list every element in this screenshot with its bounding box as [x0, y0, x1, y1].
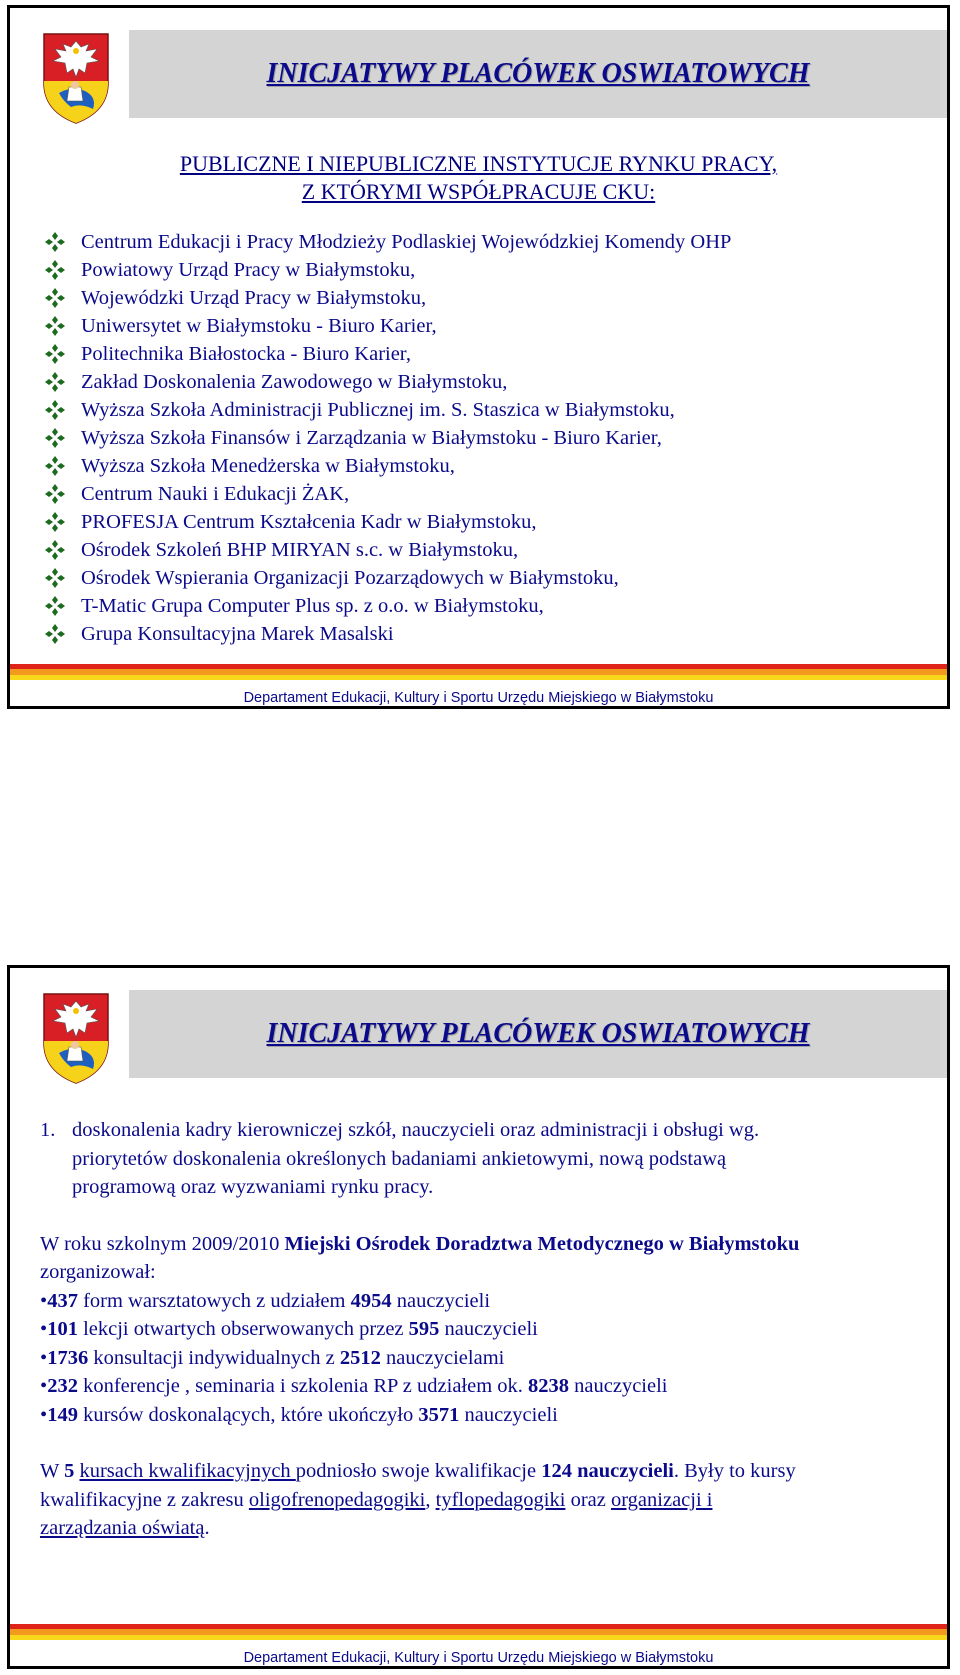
section-heading-line-2: Z KTÓRYMI WSPÓŁPRACUJE CKU: [301, 179, 656, 204]
stat-number: 4954 [350, 1289, 392, 1312]
closing-underlined-text: kursach kwalifikacyjnych [79, 1460, 296, 1482]
stat-number: 8238 [528, 1375, 570, 1397]
list-item-text: Politechnika Białostocka - Biuro Karier, [81, 343, 411, 365]
stat-number: 101 [47, 1318, 78, 1340]
item-text [72, 1116, 759, 1202]
diamond-bullet-icon [44, 259, 66, 281]
closing-underlined-text: zarządzania oświatą [40, 1517, 205, 1539]
list-item-text: Centrum Nauki i Edukacji ŻAK, [81, 483, 350, 505]
diamond-bullet-icon [44, 287, 66, 309]
statistics-list [40, 1287, 927, 1430]
list-item [44, 564, 731, 592]
section-heading [10, 150, 947, 206]
diamond-bullet-icon [44, 539, 66, 561]
closing-text: , [425, 1488, 436, 1511]
list-item [44, 536, 731, 564]
list-item [44, 284, 731, 312]
stat-number: 149 [47, 1403, 78, 1426]
closing-paragraph [40, 1457, 927, 1543]
stat-item: •1736 konsultacji indywidualnych z 2512 nauczycielami [40, 1346, 505, 1369]
list-item-text: Grupa Konsultacyjna Marek Masalski [81, 623, 394, 645]
diamond-bullet-icon [44, 595, 66, 617]
list-item-text: Wojewódzki Urząd Pracy w Białymstoku, [81, 287, 427, 309]
list-item-text: PROFESJA Centrum Kształcenia Kadr w Białymstoku, [81, 511, 537, 533]
list-item-text: Ośrodek Wspierania Organizacji Pozarządowych w Białymstoku, [81, 567, 619, 589]
list-item-text: Wyższa Szkoła Menedżerska w Białymstoku, [81, 455, 455, 477]
intro-text: zorganizował: [40, 1261, 156, 1283]
stat-text: nauczycieli [391, 1289, 491, 1312]
list-item [44, 480, 731, 508]
item-number: 1. [40, 1119, 56, 1141]
title-bar [129, 30, 947, 118]
stat-number: 1736 [47, 1346, 89, 1369]
diamond-bullet-icon [44, 343, 66, 365]
list-item [44, 396, 731, 424]
closing-text: . [204, 1517, 210, 1539]
list-item [44, 592, 731, 620]
diamond-bullet-icon [44, 567, 66, 589]
stat-item: •437 form warsztatowych z udziałem 4954 nauczycieli [40, 1289, 491, 1312]
diamond-bullet-icon [44, 315, 66, 337]
list-item [44, 368, 731, 396]
stripe-yellow [10, 1635, 947, 1640]
stat-item: •101 lekcji otwartych obserwowanych przez 595 nauczycieli [40, 1318, 538, 1340]
diamond-bullet-icon [44, 399, 66, 421]
closing-text: W [40, 1460, 65, 1482]
section-heading-line-1: PUBLICZNE I NIEPUBLICZNE INSTYTUCJE RYNKU PRACY, [179, 151, 778, 176]
stat-text: nauczycieli [459, 1403, 558, 1426]
bialystok-coat-of-arms-logo [41, 991, 111, 1086]
diamond-bullet-icon [44, 371, 66, 393]
stat-number: 595 [408, 1318, 440, 1340]
stat-item: •149 kursów doskonalących, które ukończyło 3571 nauczycieli [40, 1403, 558, 1426]
stat-text: nauczycieli [439, 1318, 538, 1340]
numbered-item [40, 1116, 927, 1202]
list-item [44, 620, 731, 648]
teacher-count: 124 nauczycieli [541, 1460, 674, 1482]
diamond-bullet-icon [44, 231, 66, 253]
stat-text: lekcji otwartych obserwowanych przez [77, 1318, 409, 1340]
closing-underlined-text: tyflopedagogiki [435, 1488, 566, 1511]
stat-text: konferencje , seminaria i szkolenia RP z udziałem ok. [77, 1375, 529, 1397]
slide-2 [7, 965, 950, 1669]
list-item-text: Wyższa Szkoła Administracji Publicznej im. S. Staszica w Białymstoku, [81, 399, 675, 421]
stat-number: 437 [47, 1289, 78, 1312]
slide-footer: Departament Edukacji, Kultury i Sportu Urzędu Miejskiego w Białymstoku [243, 690, 714, 706]
stat-text: kursów doskonalących, które ukończyło [77, 1403, 419, 1426]
list-item-text: Wyższa Szkoła Finansów i Zarządzania w Białymstoku - Biuro Karier, [81, 427, 662, 449]
list-item [44, 424, 731, 452]
intro-institution: Miejski Ośrodek Doradztwa Metodycznego w Białymstoku [284, 1232, 800, 1255]
closing-underlined-text: oligofrenopedagogiki [248, 1488, 426, 1511]
institution-list [44, 228, 731, 648]
footer-stripes [10, 664, 947, 680]
stat-text: nauczycieli [569, 1375, 668, 1397]
item-text-line: programową oraz wyzwaniami rynku pracy. [72, 1176, 434, 1198]
closing-text: . Były to kursy [673, 1460, 796, 1482]
stripe-yellow [10, 675, 947, 680]
diamond-bullet-icon [44, 427, 66, 449]
list-item [44, 228, 731, 256]
closing-underlined-text: organizacji i [610, 1488, 713, 1511]
list-item [44, 508, 731, 536]
intro-paragraph [40, 1230, 927, 1287]
stat-text: form warsztatowych z udziałem [77, 1289, 351, 1312]
list-item-text: T-Matic Grupa Computer Plus sp. z o.o. w Białymstoku, [81, 595, 544, 617]
stat-text: nauczycielami [380, 1346, 505, 1369]
slide-footer: Departament Edukacji, Kultury i Sportu Urzędu Miejskiego w Białymstoku [243, 1650, 714, 1666]
bialystok-coat-of-arms-logo [41, 31, 111, 126]
diamond-bullet-icon [44, 483, 66, 505]
list-item-text: Centrum Edukacji i Pracy Młodzieży Podlaskiej Wojewódzkiej Komendy OHP [81, 231, 732, 253]
stat-item: •232 konferencje , seminaria i szkolenia RP z udziałem ok. 8238 nauczycieli [40, 1375, 668, 1397]
closing-text: kwalifikacyjne z zakresu [40, 1488, 249, 1511]
closing-text: oraz [565, 1488, 611, 1511]
stat-number: 2512 [339, 1346, 381, 1369]
slide-1 [7, 5, 950, 709]
diamond-bullet-icon [44, 623, 66, 645]
list-item-text: Powiatowy Urząd Pracy w Białymstoku, [81, 259, 416, 281]
list-item-text: Uniwersytet w Białymstoku - Biuro Karier, [81, 315, 437, 337]
stat-number: 3571 [418, 1403, 460, 1426]
list-item [44, 256, 731, 284]
closing-text: podniosło swoje kwalifikacje [295, 1460, 542, 1482]
slide-body [40, 1116, 927, 1543]
item-text-line: doskonalenia kadry kierowniczej szkół, nauczycieli oraz administracji i obsługi wg. [72, 1119, 760, 1141]
list-item-text: Zakład Doskonalenia Zawodowego w Białymstoku, [81, 371, 508, 393]
item-text-line: priorytetów doskonalenia określonych badaniami ankietowymi, nową podstawą [72, 1147, 727, 1170]
title-bar [129, 990, 947, 1078]
diamond-bullet-icon [44, 511, 66, 533]
stat-number: 232 [47, 1375, 78, 1397]
list-item [44, 340, 731, 368]
intro-text: W roku szkolnym 2009/2010 [40, 1232, 285, 1255]
slide-title: INICJATYWY PLACÓWEK OSWIATOWYCH [266, 1018, 810, 1049]
slide-title: INICJATYWY PLACÓWEK OSWIATOWYCH [266, 58, 810, 89]
list-item-text: Ośrodek Szkoleń BHP MIRYAN s.c. w Białymstoku, [81, 539, 519, 561]
footer-stripes [10, 1624, 947, 1640]
diamond-bullet-icon [44, 455, 66, 477]
list-item [44, 452, 731, 480]
stat-text: konsultacji indywidualnych z [88, 1346, 340, 1369]
list-item [44, 312, 731, 340]
course-count: 5 [64, 1460, 75, 1482]
